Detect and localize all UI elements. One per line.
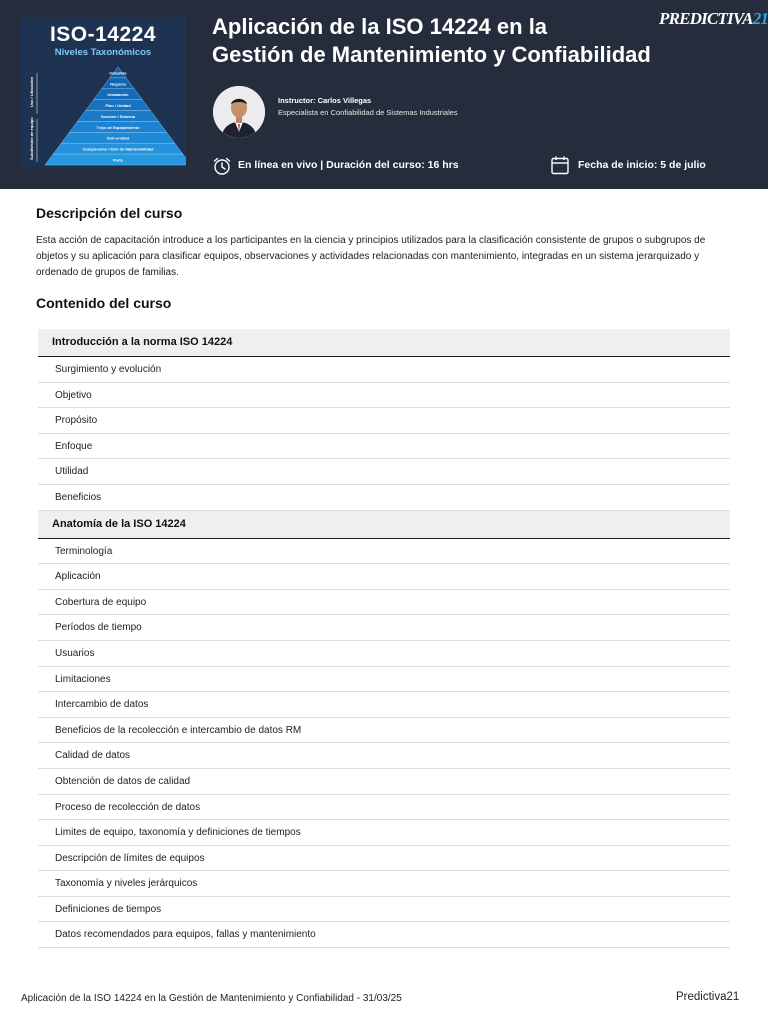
content-item: Beneficios <box>38 485 730 511</box>
content-item: Beneficios de la recolección e intercambio de datos RM <box>38 718 730 744</box>
content-item: Usuarios <box>38 641 730 667</box>
footer-brand: Predictiva21 <box>676 991 740 1003</box>
instructor-avatar <box>213 86 265 138</box>
alarm-clock-icon <box>212 156 232 176</box>
pyramid-level-label: Instalación <box>107 92 129 98</box>
pyramid-level-label: Componente / Item de Mantenibilidad <box>82 146 154 152</box>
content-item: Intercambio de datos <box>38 692 730 718</box>
content-item: Calidad de datos <box>38 743 730 769</box>
pyramid-level-label: Trejo de Equipamiento <box>96 124 140 130</box>
content-item: Utilidad <box>38 459 730 485</box>
course-modality: En línea en vivo | Duración del curso: 16 hrs <box>238 159 459 171</box>
content-item: Limitaciones <box>38 667 730 693</box>
content-item: Obtención de datos de calidad <box>38 769 730 795</box>
calendar-icon <box>550 155 570 175</box>
logo-number: 21 <box>752 9 768 28</box>
section-header: Anatomía de la ISO 14224 <box>38 511 730 539</box>
course-title-line-2: Gestión de Mantenimiento y Confiabilidad <box>212 42 651 67</box>
course-content-table <box>38 329 730 948</box>
content-item: Aplicación <box>38 564 730 590</box>
pyramid-level-label: Industria <box>109 70 127 76</box>
course-header <box>0 0 768 189</box>
course-start-date: Fecha de inicio: 5 de julio <box>578 159 706 171</box>
description-heading: Descripción del curso <box>36 205 183 221</box>
content-item: Limites de equipo, taxonomía y definiciones de tiempos <box>38 820 730 846</box>
content-item: Enfoque <box>38 434 730 460</box>
pyramid-side-label-subdivision: Subdivisión de equipo <box>29 117 34 160</box>
pyramid-level-label: Sub-unidad <box>107 135 129 141</box>
content-item: Objetivo <box>38 383 730 409</box>
taxonomy-pyramid <box>20 17 186 167</box>
instructor-name: Instructor: Carlos Villegas <box>278 96 372 105</box>
description-text: Esta acción de capacitación introduce a los participantes en la ciencia y principios utilizados para la clasificación consistente de grupos o subgrupos de objetos y su aplicación para clasificar equipos, observaciones y actividades relacionadas con mantenimiento, integradas en un sistema jerarquizado y ordenado de grupos de familias. <box>36 235 706 279</box>
logo-text: PREDICTIVA <box>659 9 753 28</box>
content-item: Surgimiento y evolución <box>38 357 730 383</box>
content-item: Proceso de recolección de datos <box>38 795 730 821</box>
content-item: Descripción de límites de equipos <box>38 846 730 872</box>
predictiva-logo <box>659 9 768 33</box>
content-item: Cobertura de equipo <box>38 590 730 616</box>
course-title-line-1: Aplicación de la ISO 14224 en la <box>212 14 548 39</box>
pyramid-level-label: Plan / Unidad <box>105 103 131 109</box>
content-item: Propósito <box>38 408 730 434</box>
content-item: Datos recomendados para equipos, fallas y mantenimiento <box>38 922 730 948</box>
content-item: Períodos de tiempo <box>38 615 730 641</box>
content-heading: Contenido del curso <box>36 295 172 311</box>
instructor-role: Especialista en Confiabilidad de Sistemas Industriales <box>278 108 458 117</box>
content-item: Taxonomía y niveles jerárquicos <box>38 871 730 897</box>
pyramid-side-label-use: Uso / Ubicación <box>29 76 34 107</box>
footer-document-info: Aplicación de la ISO 14224 en la Gestión de Mantenimiento y Confiabilidad - 31/03/25 <box>21 993 402 1004</box>
section-header: Introducción a la norma ISO 14224 <box>38 329 730 357</box>
cover-title: ISO-14224 <box>49 23 157 46</box>
pyramid-level-label: Negocio <box>110 81 126 87</box>
logo-wordmark <box>659 9 768 29</box>
pyramid-level-label: Sección / Sistema <box>100 113 136 119</box>
cover-subtitle: Niveles Taxonómicos <box>54 47 152 58</box>
cover-image <box>20 17 186 167</box>
pyramid-level-label: Parte <box>112 157 124 163</box>
content-item: Terminología <box>38 539 730 565</box>
course-title <box>212 13 682 69</box>
content-item: Definiciones de tiempos <box>38 897 730 923</box>
